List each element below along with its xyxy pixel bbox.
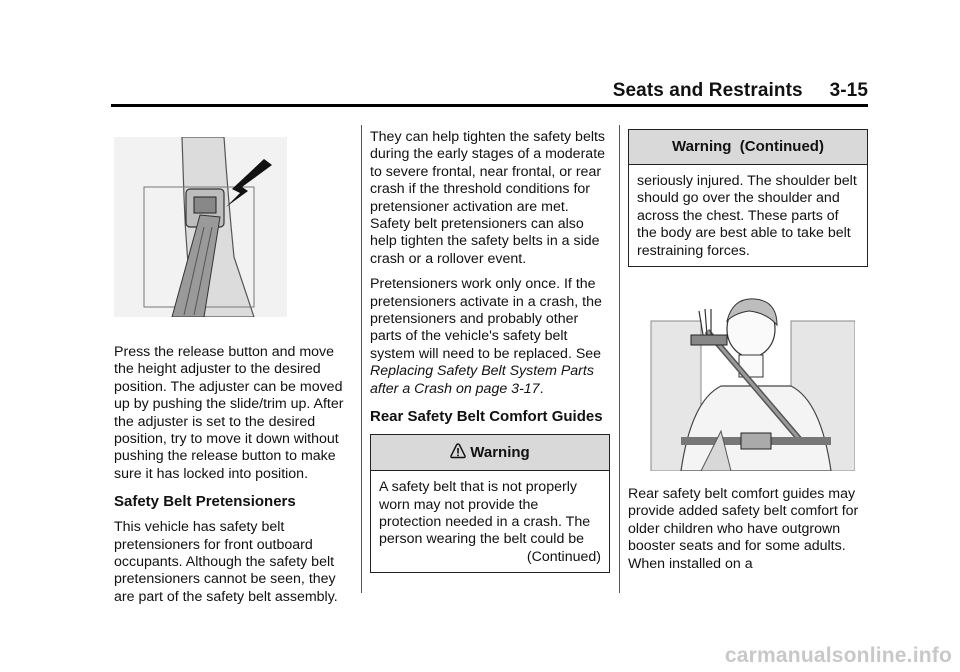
pretensioner-once-paragraph [370, 276, 610, 398]
pretensioners-heading: Safety Belt Pretensioners [114, 493, 296, 511]
warning-continued-text: seriously injured. The shoulder belt should go over the shoulder and across the chest. These parts of the body are best able to take belt restraining forces. [637, 173, 857, 259]
warning-body [371, 471, 609, 572]
pretensioner-once-text: Pretensioners work only once. If the pretensioners activate in a crash, the pretensioners and probably other parts of the vehicle's safety belt system will need to be replaced. See [370, 276, 602, 362]
column-1 [114, 129, 354, 606]
continued-label: (Continued) [526, 548, 601, 565]
column-3 [628, 129, 868, 573]
comfort-guides-heading: Rear Safety Belt Comfort Guides [370, 408, 603, 426]
warning-header [371, 435, 609, 471]
column-divider-1 [361, 125, 362, 593]
comfort-guide-illustration [641, 291, 855, 471]
warning-continued-header: Warning (Continued) [629, 130, 867, 165]
comfort-guides-paragraph: Rear safety belt comfort guides may provide added safety belt comfort for older children who have outgrown booster seats and for some adults. When installed on a [628, 486, 859, 572]
release-button-paragraph: Press the release button and move the height adjuster to the desired position. The adjuster can be moved up by pushing the slide/trim up. After the adjuster is set to the desired position, try to move it down without pushing the release button to make sure it has locked into position. [114, 344, 344, 482]
pretensioner-once-end: . [539, 380, 544, 397]
replacing-parts-reference: Replacing Safety Belt System Parts after a Crash on page 3-17 [370, 363, 594, 397]
warning-title: Warning [470, 444, 530, 462]
warning-continued-box [628, 129, 868, 267]
warning-text: A safety belt that is not properly worn may not provide the protection needed in a crash. The person wearing the belt could be [379, 479, 591, 548]
pretensioners-paragraph: This vehicle has safety belt pretensioners for front outboard occupants. Although the safety belt pretensioners cannot be seen, they are part of the safety belt assembly. [114, 519, 338, 605]
header-rule [111, 104, 868, 107]
page-header-title: Seats and Restraints 3-15 [612, 80, 868, 101]
warning-icon [450, 443, 466, 459]
warning-continued-body [629, 165, 867, 266]
column-divider-2 [619, 125, 620, 593]
pretensioner-help-paragraph: They can help tighten the safety belts during the early stages of a moderate to severe frontal, near frontal, or rear crash if the threshold conditions for pretensioner activation are met. Safety belt pretensioners can also help tighten the safety belts in a side crash or a rollover event. [370, 129, 606, 267]
warning-box [370, 434, 610, 573]
watermark: carmanualsonline.info [724, 644, 952, 667]
height-adjuster-illustration [114, 137, 287, 317]
column-2 [370, 129, 610, 573]
